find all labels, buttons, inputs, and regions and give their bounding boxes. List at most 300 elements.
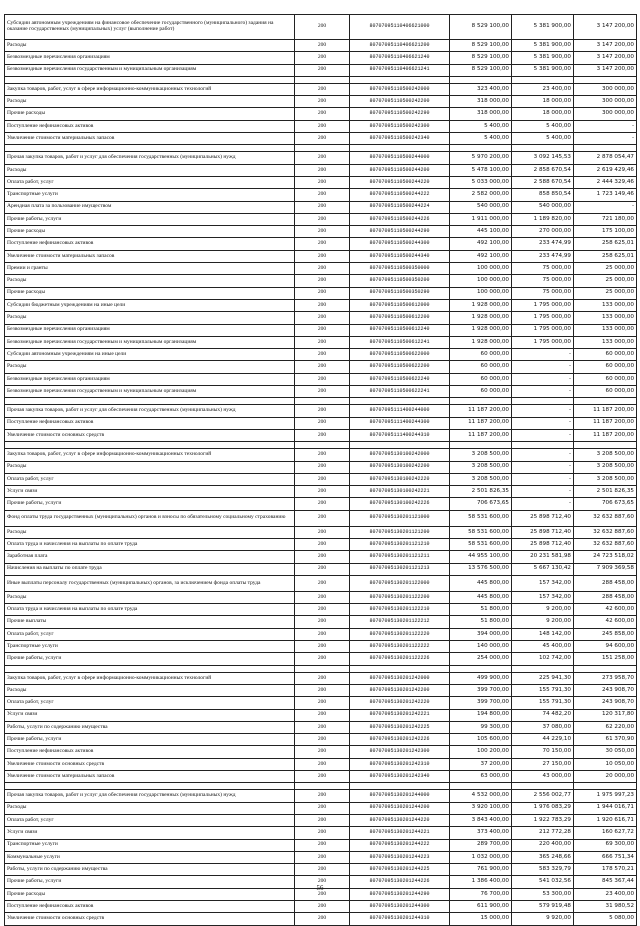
spacer-cell xyxy=(350,76,450,83)
row-executed-amount-cell: 157 342,00 xyxy=(512,591,574,603)
row-name-cell: Оплата работ, услуг xyxy=(5,814,295,826)
table-row xyxy=(5,429,637,441)
row-line-code-cell: 200 xyxy=(295,628,350,640)
spacer-cell xyxy=(295,442,350,449)
row-approved-amount-cell: 51 800,00 xyxy=(450,604,512,616)
row-line-code-cell: 200 xyxy=(295,616,350,628)
row-budget-code-cell: 80707095130201242310 xyxy=(350,758,450,770)
row-budget-code-cell: 80707095110500244300 xyxy=(350,238,450,250)
spacer-cell xyxy=(5,665,295,672)
row-approved-amount-cell: 5 400,00 xyxy=(450,120,512,132)
spacer-cell xyxy=(512,76,574,83)
row-budget-code-cell: 80707095110500622000 xyxy=(350,349,450,361)
spacer-cell xyxy=(295,665,350,672)
row-name-cell: Прочие расходы xyxy=(5,888,295,900)
row-approved-amount-cell: 51 800,00 xyxy=(450,616,512,628)
row-approved-amount-cell: 60 000,00 xyxy=(450,361,512,373)
row-line-code-cell: 200 xyxy=(295,15,350,40)
report-table-body xyxy=(5,15,637,926)
table-row xyxy=(5,814,637,826)
spacer-cell xyxy=(295,783,350,790)
row-line-code-cell: 200 xyxy=(295,250,350,262)
row-executed-amount-cell: - xyxy=(512,361,574,373)
row-unexecuted-amount-cell: 11 187 200,00 xyxy=(574,417,637,429)
table-row xyxy=(5,287,637,299)
row-executed-amount-cell: 45 400,00 xyxy=(512,641,574,653)
row-executed-amount-cell: 53 300,00 xyxy=(512,888,574,900)
row-executed-amount-cell: 9 200,00 xyxy=(512,616,574,628)
row-executed-amount-cell: 5 381 900,00 xyxy=(512,64,574,76)
row-approved-amount-cell: 2 582 000,00 xyxy=(450,189,512,201)
table-row xyxy=(5,250,637,262)
row-approved-amount-cell: 63 000,00 xyxy=(450,771,512,783)
row-line-code-cell: 200 xyxy=(295,771,350,783)
row-executed-amount-cell: 44 229,10 xyxy=(512,734,574,746)
row-unexecuted-amount-cell: 24 723 518,02 xyxy=(574,551,637,563)
row-line-code-cell: 200 xyxy=(295,526,350,538)
row-approved-amount-cell: 492 100,00 xyxy=(450,250,512,262)
row-unexecuted-amount-cell: 160 627,72 xyxy=(574,827,637,839)
row-executed-amount-cell: 27 150,00 xyxy=(512,758,574,770)
table-row xyxy=(5,802,637,814)
spacer-cell xyxy=(574,398,637,405)
table-row xyxy=(5,486,637,498)
row-name-cell: Прочие работы, услуги xyxy=(5,498,295,510)
row-approved-amount-cell: 5 970 200,00 xyxy=(450,152,512,164)
row-executed-amount-cell: 9 200,00 xyxy=(512,604,574,616)
row-executed-amount-cell: 9 920,00 xyxy=(512,913,574,925)
row-line-code-cell: 200 xyxy=(295,876,350,888)
row-unexecuted-amount-cell: 3 147 200,00 xyxy=(574,52,637,64)
row-line-code-cell: 200 xyxy=(295,721,350,733)
table-row xyxy=(5,189,637,201)
table-row xyxy=(5,238,637,250)
row-approved-amount-cell: 8 529 100,00 xyxy=(450,64,512,76)
row-name-cell: Субсидии автономным учреждениям на финансовое обеспечение государственного (муниципального) задания на оказание государственных (муниципальных) услуг (выполнение работ) xyxy=(5,15,295,40)
row-line-code-cell: 200 xyxy=(295,386,350,398)
row-executed-amount-cell: - xyxy=(512,473,574,485)
row-unexecuted-amount-cell: 273 958,70 xyxy=(574,672,637,684)
row-line-code-cell: 200 xyxy=(295,108,350,120)
row-unexecuted-amount-cell: 42 600,00 xyxy=(574,616,637,628)
row-budget-code-cell: 80707095130201244221 xyxy=(350,827,450,839)
row-budget-code-cell: 80707095130201244000 xyxy=(350,790,450,802)
row-approved-amount-cell: 58 531 600,00 xyxy=(450,510,512,526)
row-unexecuted-amount-cell: 32 632 887,60 xyxy=(574,538,637,550)
row-line-code-cell: 200 xyxy=(295,839,350,851)
row-approved-amount-cell: 445 800,00 xyxy=(450,575,512,591)
row-line-code-cell: 200 xyxy=(295,64,350,76)
row-line-code-cell: 200 xyxy=(295,901,350,913)
row-unexecuted-amount-cell: 3 147 200,00 xyxy=(574,40,637,52)
row-name-cell: Расходы xyxy=(5,96,295,108)
row-name-cell: Безвозмездные перечисления организациям xyxy=(5,52,295,64)
row-approved-amount-cell: 323 400,00 xyxy=(450,83,512,95)
table-row xyxy=(5,120,637,132)
row-line-code-cell: 200 xyxy=(295,361,350,373)
spacer-cell xyxy=(450,145,512,152)
row-unexecuted-amount-cell: 2 619 429,46 xyxy=(574,164,637,176)
row-approved-amount-cell: 3 208 500,00 xyxy=(450,461,512,473)
table-row xyxy=(5,386,637,398)
row-name-cell: Прочая закупка товаров, работ и услуг для обеспечения государственных (муниципальных) нужд xyxy=(5,790,295,802)
table-row xyxy=(5,901,637,913)
row-name-cell: Прочие работы, услуги xyxy=(5,213,295,225)
row-approved-amount-cell: 706 673,65 xyxy=(450,498,512,510)
table-row xyxy=(5,64,637,76)
spacer-cell xyxy=(350,398,450,405)
row-line-code-cell: 200 xyxy=(295,604,350,616)
row-unexecuted-amount-cell: 1 975 997,23 xyxy=(574,790,637,802)
table-row xyxy=(5,449,637,461)
row-budget-code-cell: 80707095110500612000 xyxy=(350,299,450,311)
row-budget-code-cell: 80707095110500244340 xyxy=(350,250,450,262)
table-row xyxy=(5,697,637,709)
row-approved-amount-cell: 11 187 200,00 xyxy=(450,405,512,417)
row-budget-code-cell: 80707095130201244223 xyxy=(350,851,450,863)
table-row xyxy=(5,758,637,770)
table-row xyxy=(5,461,637,473)
row-budget-code-cell: 80707095130201242225 xyxy=(350,721,450,733)
table-row xyxy=(5,604,637,616)
row-budget-code-cell: 80707095130201121210 xyxy=(350,538,450,550)
row-name-cell: Поступление нефинансовых активов xyxy=(5,120,295,132)
row-unexecuted-amount-cell: 2 444 329,46 xyxy=(574,176,637,188)
row-unexecuted-amount-cell: 133 000,00 xyxy=(574,299,637,311)
row-executed-amount-cell: - xyxy=(512,417,574,429)
row-unexecuted-amount-cell: 60 000,00 xyxy=(574,361,637,373)
row-unexecuted-amount-cell: 1 920 616,71 xyxy=(574,814,637,826)
row-line-code-cell: 200 xyxy=(295,461,350,473)
row-line-code-cell: 200 xyxy=(295,133,350,145)
table-row xyxy=(5,263,637,275)
row-name-cell: Начисления на выплаты по оплате труда xyxy=(5,563,295,575)
page-number: 56 xyxy=(316,884,324,892)
row-budget-code-cell: 80707095130201244290 xyxy=(350,888,450,900)
row-approved-amount-cell: 58 531 600,00 xyxy=(450,538,512,550)
row-unexecuted-amount-cell: 721 180,00 xyxy=(574,213,637,225)
table-row xyxy=(5,653,637,665)
row-name-cell: Работы, услуги по содержанию имущества xyxy=(5,864,295,876)
row-name-cell: Увеличение стоимости основных средств xyxy=(5,913,295,925)
table-row xyxy=(5,771,637,783)
row-approved-amount-cell: 445 100,00 xyxy=(450,226,512,238)
spacer-cell xyxy=(5,442,295,449)
row-unexecuted-amount-cell: 10 050,00 xyxy=(574,758,637,770)
row-unexecuted-amount-cell: - xyxy=(574,201,637,213)
row-approved-amount-cell: 540 000,00 xyxy=(450,201,512,213)
table-row xyxy=(5,213,637,225)
row-name-cell: Коммунальные услуги xyxy=(5,851,295,863)
spacer-cell xyxy=(512,783,574,790)
row-budget-code-cell: 80707095130201242220 xyxy=(350,697,450,709)
row-approved-amount-cell: 1 928 000,00 xyxy=(450,336,512,348)
row-unexecuted-amount-cell: 25 000,00 xyxy=(574,275,637,287)
table-row xyxy=(5,864,637,876)
table-row xyxy=(5,827,637,839)
table-row xyxy=(5,349,637,361)
spacer-cell xyxy=(5,783,295,790)
table-row xyxy=(5,405,637,417)
row-budget-code-cell: 80707095130201244222 xyxy=(350,839,450,851)
row-executed-amount-cell: 75 000,00 xyxy=(512,275,574,287)
spacer-row xyxy=(5,145,637,152)
row-approved-amount-cell: 8 529 100,00 xyxy=(450,40,512,52)
table-row xyxy=(5,641,637,653)
row-unexecuted-amount-cell: 258 625,01 xyxy=(574,250,637,262)
row-line-code-cell: 200 xyxy=(295,486,350,498)
spacer-cell xyxy=(512,398,574,405)
row-line-code-cell: 200 xyxy=(295,684,350,696)
row-line-code-cell: 200 xyxy=(295,563,350,575)
row-executed-amount-cell: 858 850,54 xyxy=(512,189,574,201)
table-row xyxy=(5,851,637,863)
row-unexecuted-amount-cell: 60 000,00 xyxy=(574,386,637,398)
row-executed-amount-cell: 5 400,00 xyxy=(512,133,574,145)
row-budget-code-cell: 80707095110500622240 xyxy=(350,373,450,385)
row-unexecuted-amount-cell: 5 080,00 xyxy=(574,913,637,925)
row-name-cell: Транспортные услуги xyxy=(5,189,295,201)
row-unexecuted-amount-cell: 31 980,52 xyxy=(574,901,637,913)
row-unexecuted-amount-cell: 60 000,00 xyxy=(574,349,637,361)
row-name-cell: Субсидии автономным учреждениям на иные цели xyxy=(5,349,295,361)
row-line-code-cell: 200 xyxy=(295,888,350,900)
table-row xyxy=(5,734,637,746)
row-name-cell: Работы, услуги по содержанию имущества xyxy=(5,721,295,733)
row-line-code-cell: 200 xyxy=(295,299,350,311)
row-budget-code-cell: 80707095130201244220 xyxy=(350,814,450,826)
table-row xyxy=(5,746,637,758)
table-row xyxy=(5,133,637,145)
row-executed-amount-cell: 25 898 712,40 xyxy=(512,538,574,550)
row-budget-code-cell: 80707095130201242300 xyxy=(350,746,450,758)
row-line-code-cell: 200 xyxy=(295,120,350,132)
row-budget-code-cell: 80707095130201242226 xyxy=(350,734,450,746)
row-unexecuted-amount-cell: 42 600,00 xyxy=(574,604,637,616)
table-row xyxy=(5,275,637,287)
row-approved-amount-cell: 100 200,00 xyxy=(450,746,512,758)
row-executed-amount-cell: 75 000,00 xyxy=(512,263,574,275)
row-executed-amount-cell: 2 858 670,54 xyxy=(512,164,574,176)
row-budget-code-cell: 80707095111400244000 xyxy=(350,405,450,417)
spacer-cell xyxy=(450,76,512,83)
spacer-cell xyxy=(350,145,450,152)
row-unexecuted-amount-cell: 288 458,00 xyxy=(574,591,637,603)
row-name-cell: Премии и гранты xyxy=(5,263,295,275)
row-approved-amount-cell: 140 000,00 xyxy=(450,641,512,653)
row-unexecuted-amount-cell: 30 050,00 xyxy=(574,746,637,758)
row-line-code-cell: 200 xyxy=(295,324,350,336)
table-row xyxy=(5,510,637,526)
row-unexecuted-amount-cell: 25 000,00 xyxy=(574,287,637,299)
row-unexecuted-amount-cell: - xyxy=(574,120,637,132)
row-name-cell: Прочие работы, услуги xyxy=(5,653,295,665)
row-unexecuted-amount-cell: 23 400,00 xyxy=(574,888,637,900)
row-approved-amount-cell: 60 000,00 xyxy=(450,373,512,385)
budget-report-table xyxy=(4,14,637,926)
row-approved-amount-cell: 394 000,00 xyxy=(450,628,512,640)
table-row xyxy=(5,164,637,176)
row-name-cell: Расходы xyxy=(5,312,295,324)
row-line-code-cell: 200 xyxy=(295,96,350,108)
row-budget-code-cell: 80707095111400244310 xyxy=(350,429,450,441)
row-executed-amount-cell: 43 000,00 xyxy=(512,771,574,783)
row-name-cell: Субсидии бюджетным учреждениям на иные цели xyxy=(5,299,295,311)
row-unexecuted-amount-cell: 666 751,34 xyxy=(574,851,637,863)
row-approved-amount-cell: 318 000,00 xyxy=(450,108,512,120)
row-name-cell: Фонд оплаты труда государственных (муниципальных) органов и взносы по обязательному социальному страхованию xyxy=(5,510,295,526)
row-line-code-cell: 200 xyxy=(295,336,350,348)
row-executed-amount-cell: 1 795 000,00 xyxy=(512,312,574,324)
row-executed-amount-cell: 583 329,79 xyxy=(512,864,574,876)
row-budget-code-cell: 80707095110500350290 xyxy=(350,287,450,299)
row-budget-code-cell: 80707095130201242340 xyxy=(350,771,450,783)
row-executed-amount-cell: 70 150,00 xyxy=(512,746,574,758)
row-executed-amount-cell: 225 941,30 xyxy=(512,672,574,684)
row-line-code-cell: 200 xyxy=(295,790,350,802)
row-unexecuted-amount-cell: 7 909 369,58 xyxy=(574,563,637,575)
row-line-code-cell: 200 xyxy=(295,417,350,429)
row-executed-amount-cell: 3 092 145,53 xyxy=(512,152,574,164)
row-approved-amount-cell: 13 576 500,00 xyxy=(450,563,512,575)
row-unexecuted-amount-cell: 3 208 500,00 xyxy=(574,473,637,485)
row-unexecuted-amount-cell: 32 632 887,60 xyxy=(574,510,637,526)
row-budget-code-cell: 80707095130100242000 xyxy=(350,449,450,461)
row-approved-amount-cell: 3 843 400,00 xyxy=(450,814,512,826)
row-line-code-cell: 200 xyxy=(295,864,350,876)
row-unexecuted-amount-cell: 133 000,00 xyxy=(574,324,637,336)
row-budget-code-cell: 80707095110500242290 xyxy=(350,108,450,120)
row-budget-code-cell: 80707095110500622200 xyxy=(350,361,450,373)
row-approved-amount-cell: 3 920 100,00 xyxy=(450,802,512,814)
row-unexecuted-amount-cell: 243 908,70 xyxy=(574,684,637,696)
row-budget-code-cell: 80707095110406621241 xyxy=(350,64,450,76)
row-approved-amount-cell: 254 000,00 xyxy=(450,653,512,665)
row-unexecuted-amount-cell: 258 625,01 xyxy=(574,238,637,250)
table-row xyxy=(5,526,637,538)
row-executed-amount-cell: 579 919,48 xyxy=(512,901,574,913)
table-row xyxy=(5,616,637,628)
row-unexecuted-amount-cell: 1 944 016,71 xyxy=(574,802,637,814)
row-approved-amount-cell: 44 955 100,00 xyxy=(450,551,512,563)
row-executed-amount-cell: 25 898 712,40 xyxy=(512,526,574,538)
row-approved-amount-cell: 1 928 000,00 xyxy=(450,299,512,311)
spacer-cell xyxy=(512,665,574,672)
row-unexecuted-amount-cell: 2 878 054,47 xyxy=(574,152,637,164)
row-budget-code-cell: 80707095110500350200 xyxy=(350,275,450,287)
row-executed-amount-cell: 1 795 000,00 xyxy=(512,336,574,348)
row-line-code-cell: 200 xyxy=(295,510,350,526)
row-line-code-cell: 200 xyxy=(295,201,350,213)
row-name-cell: Прочие расходы xyxy=(5,226,295,238)
row-name-cell: Услуги связи xyxy=(5,709,295,721)
row-unexecuted-amount-cell: 133 000,00 xyxy=(574,312,637,324)
table-row xyxy=(5,563,637,575)
row-executed-amount-cell: 5 381 900,00 xyxy=(512,15,574,40)
row-unexecuted-amount-cell: 3 208 500,00 xyxy=(574,449,637,461)
row-approved-amount-cell: 3 208 500,00 xyxy=(450,449,512,461)
row-approved-amount-cell: 11 187 200,00 xyxy=(450,417,512,429)
row-line-code-cell: 200 xyxy=(295,164,350,176)
spacer-cell xyxy=(350,783,450,790)
row-approved-amount-cell: 761 900,00 xyxy=(450,864,512,876)
row-budget-code-cell: 80707095110500242200 xyxy=(350,96,450,108)
row-name-cell: Услуги связи xyxy=(5,486,295,498)
row-executed-amount-cell: 155 791,30 xyxy=(512,697,574,709)
row-unexecuted-amount-cell: 175 100,00 xyxy=(574,226,637,238)
row-executed-amount-cell: 157 342,00 xyxy=(512,575,574,591)
row-name-cell: Закупка товаров, работ, услуг в сфере информационно-коммуникационных технологий xyxy=(5,83,295,95)
row-approved-amount-cell: 60 000,00 xyxy=(450,386,512,398)
row-approved-amount-cell: 8 529 100,00 xyxy=(450,15,512,40)
row-executed-amount-cell: 233 474,99 xyxy=(512,250,574,262)
row-approved-amount-cell: 58 531 600,00 xyxy=(450,526,512,538)
row-budget-code-cell: 80707095110500242340 xyxy=(350,133,450,145)
row-approved-amount-cell: 499 900,00 xyxy=(450,672,512,684)
row-executed-amount-cell: 212 772,28 xyxy=(512,827,574,839)
row-name-cell: Безвозмездные перечисления организациям xyxy=(5,373,295,385)
row-budget-code-cell: 80707095110500242000 xyxy=(350,83,450,95)
table-row xyxy=(5,176,637,188)
row-line-code-cell: 200 xyxy=(295,827,350,839)
table-row xyxy=(5,152,637,164)
row-budget-code-cell: 80707095110500244224 xyxy=(350,201,450,213)
row-name-cell: Поступление нефинансовых активов xyxy=(5,901,295,913)
row-unexecuted-amount-cell: 133 000,00 xyxy=(574,336,637,348)
row-line-code-cell: 200 xyxy=(295,429,350,441)
row-unexecuted-amount-cell: 300 000,00 xyxy=(574,96,637,108)
row-approved-amount-cell: 492 100,00 xyxy=(450,238,512,250)
row-executed-amount-cell: - xyxy=(512,461,574,473)
row-line-code-cell: 200 xyxy=(295,697,350,709)
table-row xyxy=(5,83,637,95)
row-executed-amount-cell: - xyxy=(512,498,574,510)
row-executed-amount-cell: 1 922 783,29 xyxy=(512,814,574,826)
row-line-code-cell: 200 xyxy=(295,641,350,653)
row-executed-amount-cell: 1 795 000,00 xyxy=(512,299,574,311)
spacer-cell xyxy=(295,398,350,405)
spacer-row xyxy=(5,783,637,790)
row-approved-amount-cell: 5 478 100,00 xyxy=(450,164,512,176)
row-name-cell: Расходы xyxy=(5,164,295,176)
row-name-cell: Расходы xyxy=(5,526,295,538)
table-row xyxy=(5,790,637,802)
row-executed-amount-cell: 74 482,20 xyxy=(512,709,574,721)
row-approved-amount-cell: 1 032 000,00 xyxy=(450,851,512,863)
row-line-code-cell: 200 xyxy=(295,238,350,250)
row-budget-code-cell: 80707095110500244000 xyxy=(350,152,450,164)
row-approved-amount-cell: 1 928 000,00 xyxy=(450,312,512,324)
table-row xyxy=(5,498,637,510)
row-line-code-cell: 200 xyxy=(295,152,350,164)
row-name-cell: Увеличение стоимости материальных запасов xyxy=(5,250,295,262)
row-approved-amount-cell: 399 700,00 xyxy=(450,684,512,696)
table-row xyxy=(5,551,637,563)
row-executed-amount-cell: 18 000,00 xyxy=(512,108,574,120)
table-row xyxy=(5,591,637,603)
row-unexecuted-amount-cell: 32 632 887,60 xyxy=(574,526,637,538)
row-executed-amount-cell: 5 381 900,00 xyxy=(512,40,574,52)
row-name-cell: Прочая закупка товаров, работ и услуг для обеспечения государственных (муниципальных) нужд xyxy=(5,405,295,417)
row-approved-amount-cell: 611 900,00 xyxy=(450,901,512,913)
table-row xyxy=(5,839,637,851)
table-row xyxy=(5,299,637,311)
row-line-code-cell: 200 xyxy=(295,851,350,863)
row-budget-code-cell: 80707095110500244200 xyxy=(350,164,450,176)
row-executed-amount-cell: 540 000,00 xyxy=(512,201,574,213)
row-executed-amount-cell: - xyxy=(512,486,574,498)
row-line-code-cell: 200 xyxy=(295,189,350,201)
